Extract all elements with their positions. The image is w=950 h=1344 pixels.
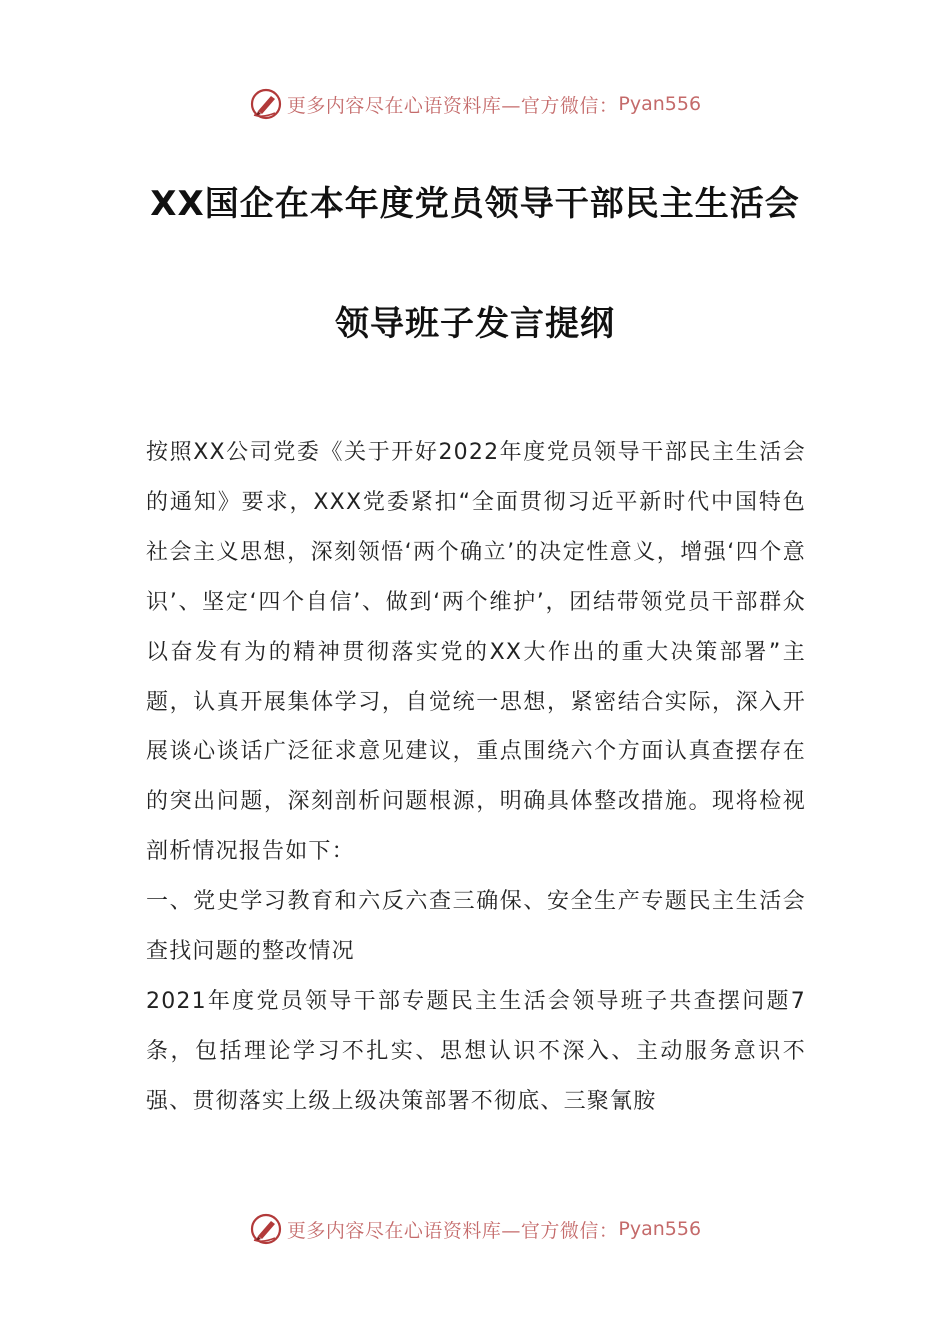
document-title-line1: XX国企在本年度党员领导干部民主生活会 xyxy=(150,184,800,224)
paragraph-section-heading: 一、党史学习教育和六反六查三确保、安全生产专题民主生活会查找问题的整改情况 xyxy=(146,889,806,965)
document-title-line2: 领导班子发言提纲 xyxy=(335,304,615,344)
paragraph-intro: 按照XX公司党委《关于开好2022年度党员领导干部民主生活会的通知》要求，XXX党委紧扣“全面贯彻习近平新时代中国特色社会主义思想，深刻领悟‘两个确立’的决定性意义，增强‘四个意识’、坚定‘四个自信’、做到‘两个维护’，团结带领党员干部群众以奋发有为的精神贯彻落实党的XX大作出的重大决策部署”主题，认真开展集体学习，自觉统一思想，紧密结合实际，深入开展谈心谈话广泛征求意见建议，重点围绕六个方面认真查摆存在的突出问题，深刻剖析问题根源，明确具体整改措施。现将检视剖析情况报告如下： xyxy=(146,440,806,865)
footer-watermark xyxy=(0,1209,950,1249)
paragraph-section-body: 2021年度党员领导干部专题民主生活会领导班子共查摆问题7条，包括理论学习不扎实、思想认识不深入、主动服务意识不强、贯彻落实上级上级决策部署不彻底、三聚氰胺 xyxy=(146,988,806,1114)
watermark-text: 更多内容尽在心语资料库—官方微信： xyxy=(286,94,619,117)
document-body xyxy=(146,428,806,1127)
watermark-text: 更多内容尽在心语资料库—官方微信： xyxy=(286,1219,619,1242)
watermark-wechat-id: Pyan556 xyxy=(618,1218,702,1240)
pen-seal-icon xyxy=(249,87,283,121)
pen-seal-icon xyxy=(249,1212,283,1246)
header-watermark xyxy=(0,84,950,124)
watermark-wechat-id: Pyan556 xyxy=(618,93,702,115)
